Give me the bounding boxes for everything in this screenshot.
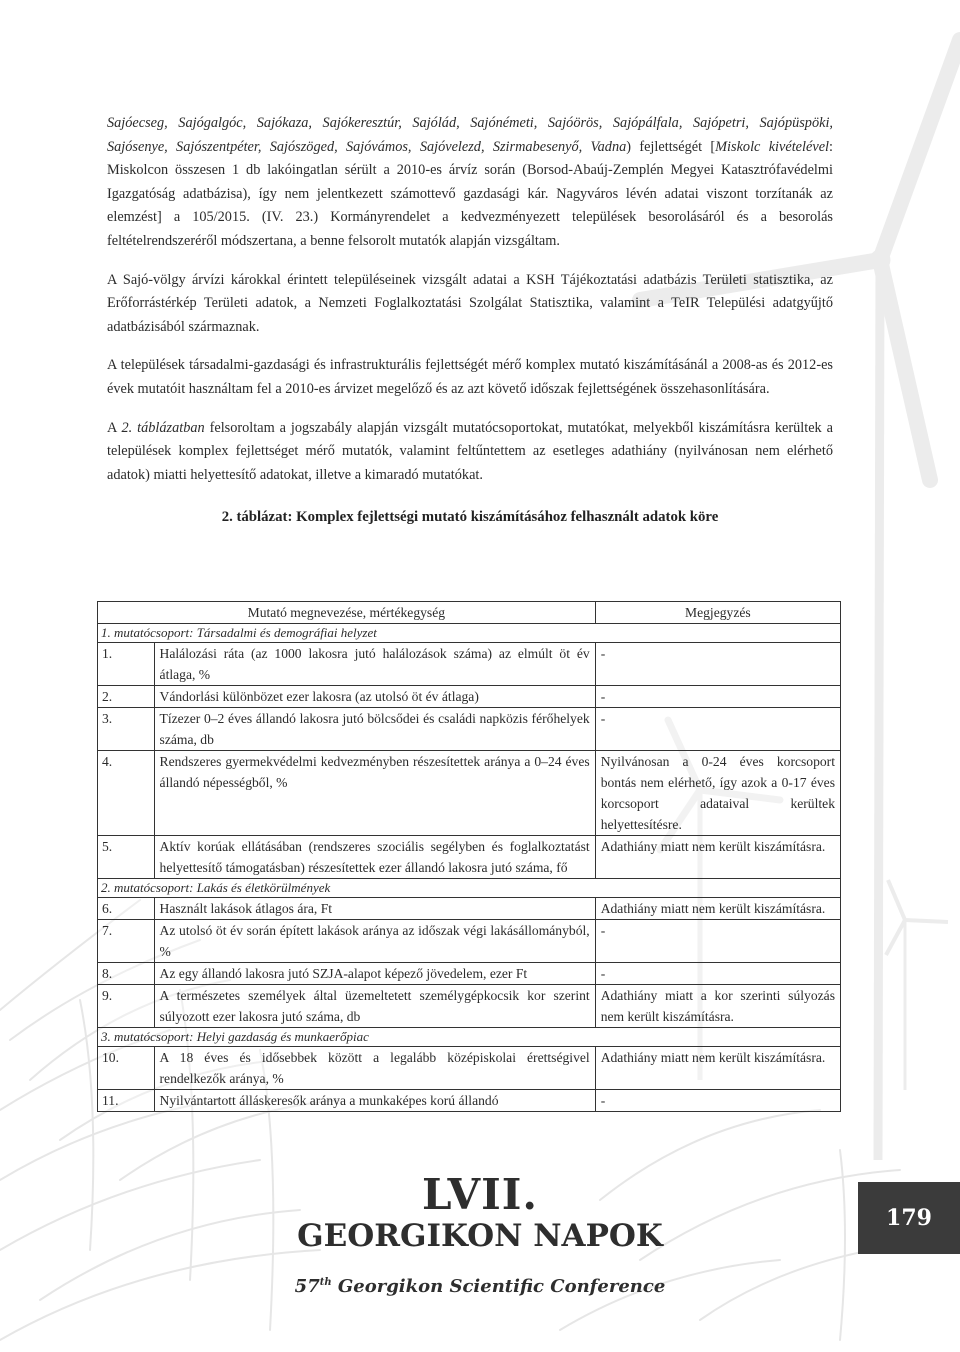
row-note: -: [595, 920, 840, 963]
paragraph-2: A Sajó-völgy árvízi károkkal érintett településeinek vizsgált adatai a KSH Tájékoztatási adatbázis Területi statisztika, az Erőforrástérkép Területi adatok, a Nemzeti Foglalkoztatási Szolgálat Statisztika, valamint a TeIR Települési adatgyűjtő adatbázisából származnak.: [107, 271, 833, 335]
row-note: Adathiány miatt nem került kiszámításra.: [595, 836, 840, 879]
indicator-description: A 18 éves és idősebbek között a legalább középiskolai érettségivel rendelkezők aránya, %: [154, 1047, 595, 1090]
indicator-description: A természetes személyek által üzemeltetett személygépkocsik kor szerint súlyozott ezer lakosra jutó száma, db: [154, 985, 595, 1028]
row-number: 5.: [98, 836, 155, 879]
paragraph-1: [107, 112, 833, 254]
page-number-box: [858, 1182, 960, 1254]
table-row: [98, 836, 841, 879]
row-number: 7.: [98, 920, 155, 963]
row-number: 11.: [98, 1090, 155, 1112]
row-note: -: [595, 1090, 840, 1112]
table-body: [98, 624, 841, 1112]
group-title: 1. mutatócsoport: Társadalmi és demográfiai helyzet: [98, 624, 841, 643]
indicator-table: [97, 601, 841, 1112]
row-note: -: [595, 963, 840, 985]
group-row: [98, 1028, 841, 1047]
table-row: [98, 985, 841, 1028]
table-header-row: [98, 602, 841, 624]
row-note: -: [595, 643, 840, 686]
edition-number: LVII.: [421, 1170, 539, 1219]
row-number: 3.: [98, 708, 155, 751]
row-number: 2.: [98, 686, 155, 708]
table-row: [98, 898, 841, 920]
table-row: [98, 751, 841, 836]
indicator-description: Nyilvántartott álláskeresők aránya a munkaképes korú állandó: [154, 1090, 595, 1112]
indicator-description: Vándorlási különbözet ezer lakosra (az utolsó öt év átlaga): [154, 686, 595, 708]
row-number: 4.: [98, 751, 155, 836]
row-number: 8.: [98, 963, 155, 985]
table-row: [98, 1047, 841, 1090]
header-indicator: Mutató megnevezése, mértékegység: [98, 602, 596, 624]
para4-prefix: A: [107, 419, 122, 436]
para1-rest: : Miskolcon összesen 1 db lakóingatlan sérült a 2010-es árvíz során (Borsod-Abaúj-Zemplén Megyei Katasztrófavédelmi Igazgatóság adatbázisa), így nem jelentkezett számottevő gazdasági kár. Nagyváros lévén adatai viszont torzítanák az elemzést] a 105/2015. (IV. 23.) Kormányrendelet a kedvezményezett települések besorolásáról és a besorolás feltételrendszeréről módszertana, a benne felsorolt mutatók alapján vizsgáltam.: [107, 138, 833, 249]
table-row: [98, 920, 841, 963]
table-row: [98, 686, 841, 708]
indicator-description: Tízezer 0–2 éves állandó lakosra jutó bölcsődei és családi napközis férőhelyek száma, db: [154, 708, 595, 751]
row-note: Adathiány miatt a kor szerinti súlyozás nem került kiszámításra.: [595, 985, 840, 1028]
indicator-description: Az utolsó öt év során épített lakások aránya az időszak végi lakásállományból, %: [154, 920, 595, 963]
exception-note: Miskolc kivételével: [715, 138, 830, 155]
row-number: 1.: [98, 643, 155, 686]
table-row: [98, 1090, 841, 1112]
table-row: [98, 708, 841, 751]
row-number: 10.: [98, 1047, 155, 1090]
para4-rest: felsoroltam a jogszabály alapján vizsgált mutatócsoportokat, mutatókat, melyekből kiszámításra kerültek a települések komplex fejlettséget mérő mutatók, valamint feltűntettem az esetleges adathiány (nyilvánosan nem elérhető adatok) miatti helyettesítő adatokat, illetve a kimaradó mutatókat.: [107, 419, 833, 483]
table-row: [98, 643, 841, 686]
body-text: [107, 112, 833, 548]
place-names: Sajóecseg, Sajógalgóc, Sajókaza, Sajókeresztúr, Sajólád, Sajónémeti, Sajóörös, Sajópálfala, Sajópetri, Sajópüspöki, Sajósenye, Sajószentpéter, Sajószöged, Sajóvámos, Sajóvelezd, Szirmabesenyő, Vadna: [107, 115, 833, 155]
row-note: Adathiány miatt nem került kiszámításra.: [595, 1047, 840, 1090]
paragraph-4: [107, 417, 833, 488]
paragraph-3: A települések társadalmi-gazdasági és infrastrukturális fejlettségét mérő komplex mutató kiszámításánál a 2008-as és 2012-es évek mutatóit használtam fel a 2010-es árvizet megelőző és az azt követő időszak fejlettségének összehasonlítására.: [107, 357, 833, 397]
row-note: Nyilvánosan a 0-24 éves korcsoport bontás nem elérhető, így azok a 0-17 éves korcsoport adataival kerültek helyettesítésre.: [595, 751, 840, 836]
page-number: 179: [886, 1205, 932, 1231]
table-reference: 2. táblázatban: [121, 419, 205, 436]
indicator-description: Használt lakások átlagos ára, Ft: [154, 898, 595, 920]
row-number: 9.: [98, 985, 155, 1028]
indicator-description: Aktív korúak ellátásában (rendszeres szociális segélyben és foglalkoztatást helyettesítő támogatásban) részesítettek ezer állandó lakosra jutó száma, fő: [154, 836, 595, 879]
indicator-description: Halálozási ráta (az 1000 lakosra jutó halálozások száma) az elmúlt öt év átlaga, %: [154, 643, 595, 686]
conf-ordinal: th: [319, 1277, 332, 1288]
group-title: 3. mutatócsoport: Helyi gazdaság és munkaerőpiac: [98, 1028, 841, 1047]
conf-title: Georgikon Scientific Conference: [331, 1276, 666, 1297]
indicator-description: Rendszeres gyermekvédelmi kedvezményben részesítettek aránya a 0–24 éves állandó népességből, %: [154, 751, 595, 836]
table-row: [98, 963, 841, 985]
row-number: 6.: [98, 898, 155, 920]
row-note: Adathiány miatt nem került kiszámításra.: [595, 898, 840, 920]
row-note: -: [595, 708, 840, 751]
header-note: Megjegyzés: [595, 602, 840, 624]
row-note: -: [595, 686, 840, 708]
conference-subtitle: [0, 1276, 960, 1297]
table-title: 2. táblázat: Komplex fejlettségi mutató kiszámításához felhasznált adatok köre: [221, 509, 719, 526]
group-row: [98, 624, 841, 643]
indicator-description: Az egy állandó lakosra jutó SZJA-alapot képező jövedelem, ezer Ft: [154, 963, 595, 985]
conf-number: 57: [294, 1276, 320, 1297]
group-title: 2. mutatócsoport: Lakás és életkörülmények: [98, 879, 841, 898]
para1-connector: ) fejlettségét [: [626, 138, 716, 155]
event-name: GEORGIKON NAPOK: [297, 1218, 663, 1254]
group-row: [98, 879, 841, 898]
